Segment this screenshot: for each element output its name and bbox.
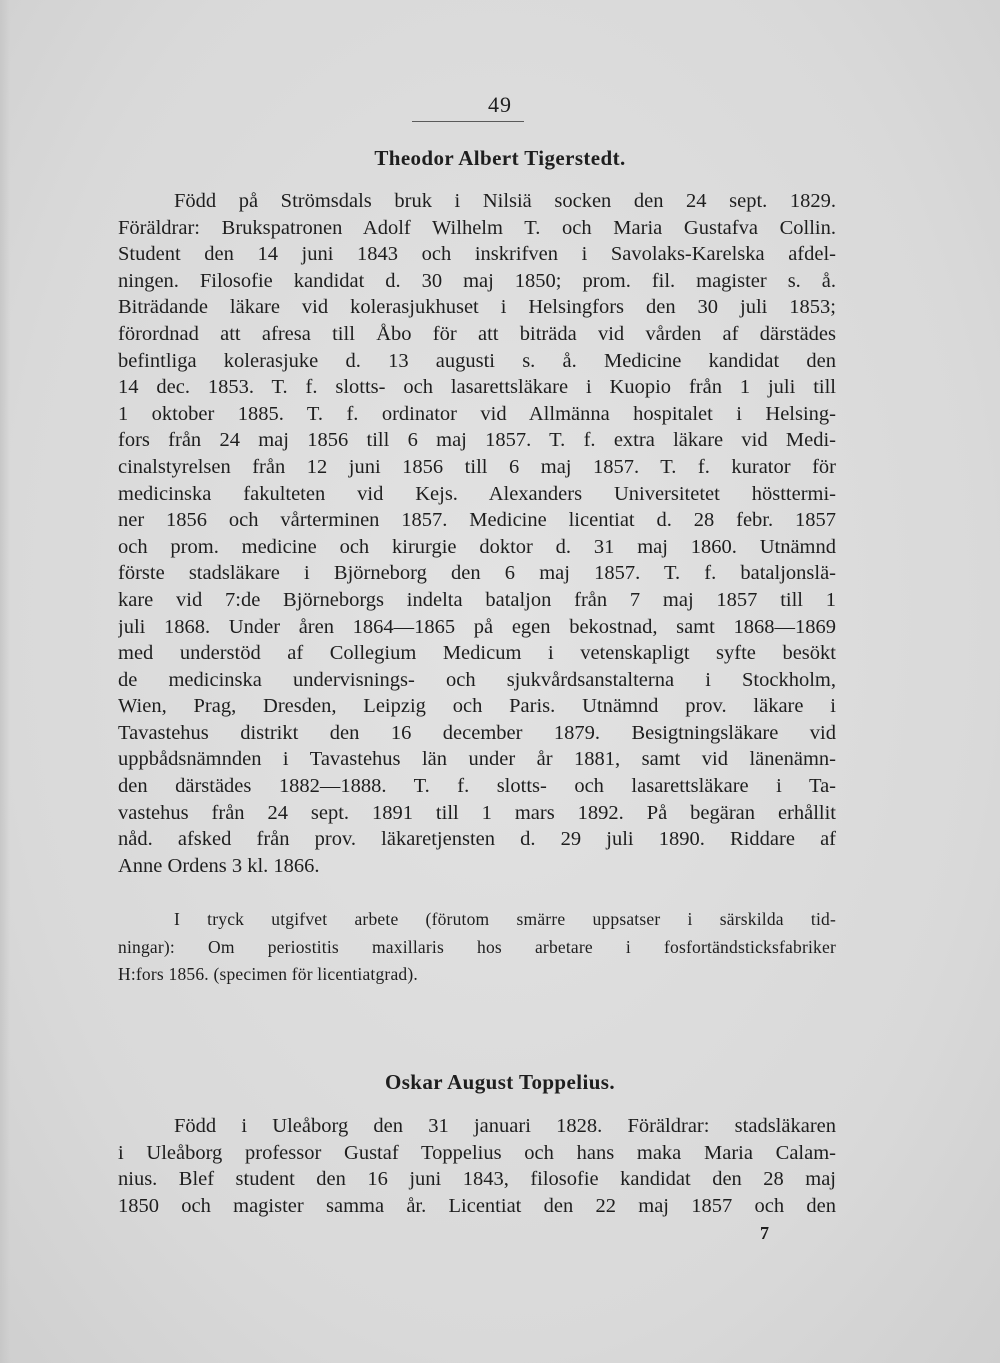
text-line: Tavastehus distrikt den 16 december 1879. Besigtningsläkare vid [118,721,836,744]
text-line: förste stadsläkare i Björneborg den 6 maj 1857. T. f. bataljonslä- [118,562,836,585]
text-line: ningen. Filosofie kandidat d. 30 maj 1850; prom. fil. magister s. å. [118,269,836,292]
text-line: fors från 24 maj 1856 till 6 maj 1857. T. f. extra läkare vid Medi- [118,429,836,452]
text-line: förordnad att afresa till Åbo för att biträda vid vården af därstädes [118,322,836,345]
text-line: Anne Ordens 3 kl. 1866. [118,854,320,877]
text-line: i Uleåborg professor Gustaf Toppelius och hans maka Maria Calam- [118,1141,836,1164]
text-line: Född i Uleåborg den 31 januari 1828. Föräldrar: stadsläkaren [174,1115,836,1137]
text-line: I tryck utgifvet arbete (förutom smärre uppsatser i särskilda tid- [174,909,836,929]
text-line: nius. Blef student den 16 juni 1843, filosofie kandidat den 28 maj [118,1168,836,1191]
text-line: 1850 och magister samma år. Licentiat den 22 maj 1857 och den [118,1194,836,1217]
text-line: vastehus från 24 sept. 1891 till 1 mars 1892. På begäran erhållit [118,801,836,824]
entry-body-toppelius [118,1113,836,1219]
text-line: och prom. medicine och kirurgie doktor d. 31 maj 1860. Utnämnd [118,535,836,558]
text-line: medicinska fakulteten vid Kejs. Alexanders Universitetet hösttermi- [118,482,836,505]
text-line: Född på Strömsdals bruk i Nilsiä socken den 24 sept. 1829. [174,190,836,212]
text-line: de medicinska undervisnings- och sjukvårdsanstalterna i Stockholm, [118,668,836,691]
text-line: Biträdande läkare vid kolerasjukhuset i Helsingfors den 30 juli 1853; [118,296,836,319]
text-line: med understöd af Collegium Medicum i vetenskapligt syfte besökt [118,642,836,665]
text-line: Student den 14 juni 1843 och inskrifven i Savolaks-Karelska afdel- [118,243,836,266]
text-line: Wien, Prag, Dresden, Leipzig och Paris. Utnämnd prov. läkare i [118,695,836,718]
entry-title-tigerstedt: Theodor Albert Tigerstedt. [374,146,626,170]
text-line: kare vid 7:de Björneborgs indelta bataljon från 7 maj 1857 till 1 [118,588,836,611]
page-number: 49 [488,92,512,117]
text-line: cinalstyrelsen från 12 juni 1856 till 6 maj 1857. T. f. kurator för [118,455,836,478]
text-line: befintliga kolerasjuke d. 13 augusti s. å. Medicine kandidat den [118,349,836,372]
entry-body-tigerstedt [118,188,836,879]
page-number-rule [412,121,524,122]
text-line: den därstädes 1882—1888. T. f. slotts- och lasarettsläkare i Ta- [118,775,836,798]
text-line: ningar): Om periostitis maxillaris hos arbetare i fosfortändsticksfabriker [118,936,836,957]
text-line: 14 dec. 1853. T. f. slotts- och lasarettsläkare i Kuopio från 1 juli till [118,376,836,399]
text-line: 1 oktober 1885. T. f. ordinator vid Allmänna hospitalet i Helsing- [118,402,836,425]
text-line: juli 1868. Under åren 1864—1865 på egen bekostnad, samt 1868—1869 [118,615,836,638]
text-line: H:fors 1856. (specimen för licentiatgrad). [118,964,418,984]
publications-note-tigerstedt [118,906,836,989]
page-fold-shadow [0,0,10,1363]
text-line: uppbådsnämnden i Tavastehus län under år 1881, samt vid länenämn- [118,748,836,771]
text-line: ner 1856 och vårterminen 1857. Medicine licentiat d. 28 febr. 1857 [118,509,836,532]
entry-title-toppelius: Oskar August Toppelius. [384,1070,615,1094]
text-line: nåd. afsked från prov. läkaretjensten d. 29 juli 1890. Riddare af [118,828,836,851]
signature-mark: 7 [760,1223,769,1243]
text-line: Föräldrar: Brukspatronen Adolf Wilhelm T. och Maria Gustafva Collin. [118,216,836,239]
